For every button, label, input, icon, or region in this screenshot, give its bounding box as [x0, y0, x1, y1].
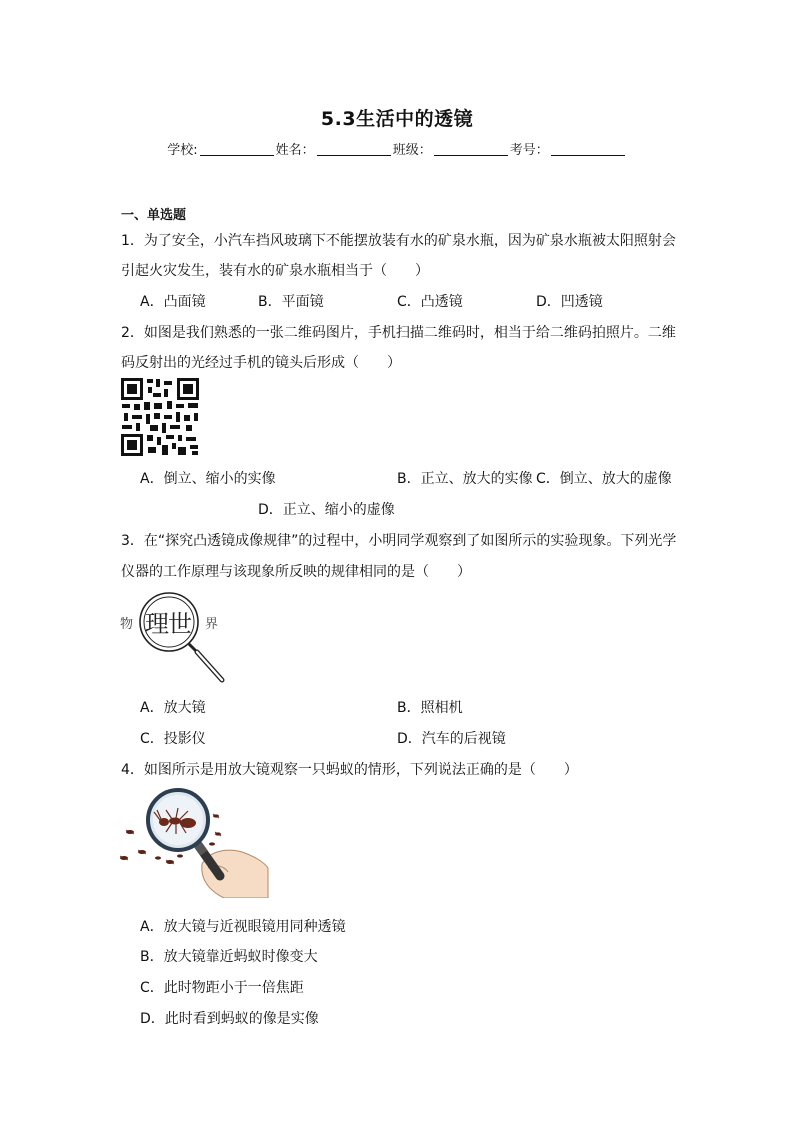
class-blank[interactable] — [434, 141, 508, 156]
school-blank[interactable] — [200, 141, 274, 156]
q3-option-a[interactable]: A．放大镜 — [140, 700, 206, 716]
q1-stem-line2: 引起火灾发生，装有水的矿泉水瓶相当于（ ） — [121, 263, 429, 279]
q4-stem-line1: 4．如图所示是用放大镜观察一只蚂蚁的情形，下列说法正确的是（ ） — [121, 762, 578, 778]
q1-stem-line1: 1．为了安全，小汽车挡风玻璃下不能摆放装有水的矿泉水瓶，因为矿泉水瓶被太阳照射会 — [121, 233, 676, 249]
page-title: 5.3生活中的透镜 — [320, 108, 474, 130]
section-title: 一、单选题 — [121, 208, 187, 223]
q2-option-c[interactable]: C．倒立、放大的虚像 — [536, 471, 672, 487]
q3-option-d[interactable]: D．汽车的后视镜 — [397, 731, 506, 747]
figure-char-left: 物 — [120, 617, 134, 632]
q2-stem-line1: 2．如图是我们熟悉的一张二维码图片，手机扫描二维码时，相当于给二维码拍照片。二维 — [121, 325, 676, 341]
figure-char-right: 界 — [205, 617, 219, 632]
ant-magnifier-image — [120, 786, 270, 898]
q2-option-b[interactable]: B．正立、放大的实像 — [397, 471, 533, 487]
student-info-row — [0, 139, 794, 158]
q1-option-b[interactable]: B．平面镜 — [258, 294, 324, 310]
q1-option-a[interactable]: A．凸面镜 — [140, 294, 206, 310]
q2-option-d[interactable]: D．正立、缩小的虚像 — [258, 502, 395, 518]
class-label: 班级： — [392, 143, 432, 158]
q3-option-b[interactable]: B．照相机 — [397, 700, 463, 716]
school-label: 学校: — [167, 143, 198, 158]
number-label: 考号： — [509, 143, 549, 158]
figure-magnified-chars: 理世 — [145, 610, 191, 638]
q3-stem-line1: 3．在“探究凸透镜成像规律”的过程中，小明同学观察到了如图所示的实验现象。下列光学 — [121, 533, 677, 549]
q4-option-a[interactable]: A．放大镜与近视眼镜用同种透镜 — [140, 919, 346, 935]
q3-option-c[interactable]: C．投影仪 — [140, 731, 206, 747]
name-blank[interactable] — [317, 141, 391, 156]
number-blank[interactable] — [551, 141, 625, 156]
q4-option-d[interactable]: D．此时看到蚂蚁的像是实像 — [140, 1011, 319, 1027]
q1-option-c[interactable]: C．凸透镜 — [397, 294, 463, 310]
q4-option-b[interactable]: B．放大镜靠近蚂蚁时像变大 — [140, 949, 318, 965]
q1-option-d[interactable]: D．凹透镜 — [536, 294, 603, 310]
qr-code-image — [120, 377, 200, 457]
q3-stem-line2: 仪器的工作原理与该现象所反映的规律相同的是（ ） — [121, 564, 471, 580]
q4-option-c[interactable]: C．此时物距小于一倍焦距 — [140, 980, 304, 996]
magnifier-figure — [120, 592, 230, 688]
name-label: 姓名： — [275, 143, 315, 158]
q2-stem-line2: 码反射出的光经过手机的镜头后形成（ ） — [121, 355, 401, 371]
q2-option-a[interactable]: A．倒立、缩小的实像 — [140, 471, 276, 487]
